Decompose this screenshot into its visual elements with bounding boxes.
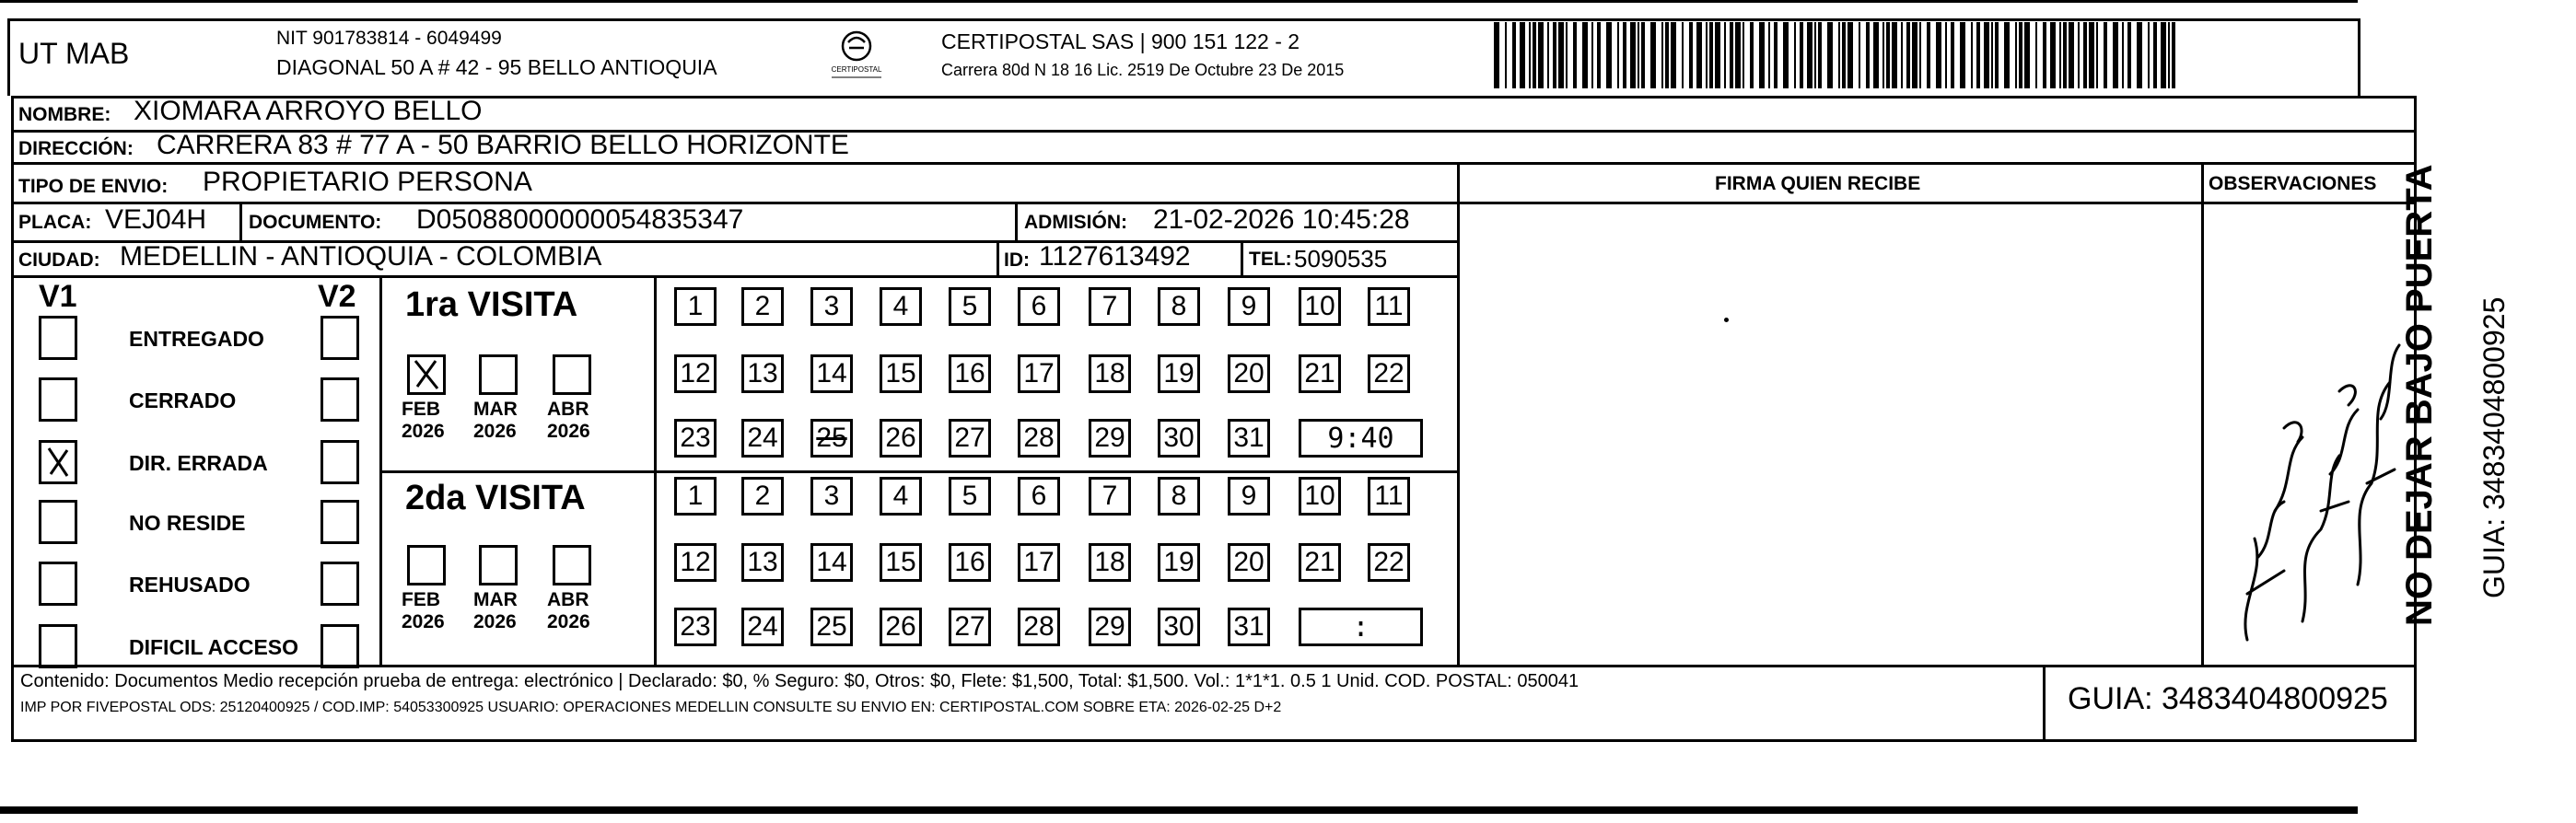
barcode-bar <box>2161 22 2166 88</box>
second-visit-day-box[interactable]: 6 <box>1018 477 1060 516</box>
status-label: ENTREGADO <box>129 327 264 351</box>
month-label: MAR <box>473 399 518 420</box>
barcode-bar <box>1505 22 1507 88</box>
barcode-bar <box>2089 22 2094 88</box>
first-visit-day-box[interactable]: 1 <box>674 287 717 326</box>
placa-label: PLACA: <box>18 212 92 233</box>
year-label: 2026 <box>402 421 445 442</box>
v2-checkbox[interactable] <box>321 562 359 606</box>
first-visit-title: 1ra VISITA <box>405 285 578 324</box>
v1-checkbox[interactable] <box>39 377 77 422</box>
year-label: 2026 <box>547 421 590 442</box>
barcode-bar <box>1582 22 1588 88</box>
second-visit-day-box[interactable]: 12 <box>674 543 717 582</box>
month-label: ABR <box>547 399 589 420</box>
id-value: 1127613492 <box>1039 241 1191 272</box>
visit-divider <box>382 470 1457 473</box>
barcode-bar <box>1538 22 1544 88</box>
barcode-bar <box>1566 22 1568 88</box>
tipo-envio-value: PROPIETARIO PERSONA <box>203 167 532 197</box>
second-visit-day-box[interactable]: 20 <box>1228 543 1270 582</box>
first-visit-day-box[interactable]: 18 <box>1089 354 1131 393</box>
second-visit-time-box[interactable]: : <box>1299 608 1423 646</box>
barcode-bar <box>1818 22 1822 88</box>
id-label: ID: <box>1004 249 1030 271</box>
year-label: 2026 <box>402 611 445 632</box>
sender-nit: NIT 901783814 - 6049499 <box>276 28 502 49</box>
barcode-bar <box>2113 22 2118 88</box>
second-visit-day-box[interactable]: 22 <box>1368 543 1410 582</box>
barcode-bar <box>1529 22 1531 88</box>
first-visit-day-box[interactable]: 21 <box>1299 354 1341 393</box>
second-visit-day-box[interactable]: 29 <box>1089 608 1131 646</box>
month-checkbox-mar[interactable] <box>479 354 518 395</box>
barcode-bar <box>1842 22 1846 88</box>
barcode-bar <box>1671 22 1676 88</box>
footer-print-info: IMP POR FIVEPOSTAL ODS: 25120400925 / COD.IMP: 54053300925 USUARIO: OPERACIONES MEDELLIN CONSULTE SU ENVIO EN: CERTIPOSTAL.COM SOBRE ETA: 2026-02-25 D+2 <box>20 700 1282 715</box>
barcode-bar <box>1783 22 1789 88</box>
first-visit-day-box[interactable]: 29 <box>1089 419 1131 458</box>
barcode-bar <box>1661 22 1663 88</box>
barcode-bar <box>1774 22 1778 88</box>
second-visit-day-box[interactable]: 15 <box>880 543 922 582</box>
barcode-bar <box>1984 22 1989 88</box>
company-license: Carrera 80d N 18 16 Lic. 2519 De Octubre 23 De 2015 <box>941 61 1345 79</box>
first-visit-day-box[interactable]: 5 <box>949 287 991 326</box>
barcode-bar <box>2127 22 2131 88</box>
first-visit-day-box[interactable]: 27 <box>949 419 991 458</box>
first-visit-day-box[interactable]: 20 <box>1228 354 1270 393</box>
v2-checkbox[interactable] <box>321 377 359 422</box>
footer-contents: Contenido: Documentos Medio recepción prueba de entrega: electrónico | Declarado: $0, % Seguro: $0, Otros: $0, Flete: $1,500, Total: $1,500. Vol.: 1*1*1. 0.5 1 Unid. COD. POSTAL: 050041 <box>20 671 1579 691</box>
footer-guia: GUIA: 3483404800925 <box>2068 681 2388 716</box>
second-visit-day-box[interactable]: 17 <box>1018 543 1060 582</box>
nombre-value: XIOMARA ARROYO BELLO <box>134 96 483 126</box>
second-visit-day-box[interactable]: 26 <box>880 608 922 646</box>
barcode-bar <box>1597 22 1601 88</box>
barcode-bar <box>1494 22 1499 88</box>
month-label: FEB <box>402 399 440 420</box>
v1-checkbox[interactable] <box>39 624 77 668</box>
first-visit-day-box[interactable]: 8 <box>1158 287 1200 326</box>
first-visit-day-box[interactable]: 15 <box>880 354 922 393</box>
second-visit-day-box[interactable]: 19 <box>1158 543 1200 582</box>
second-visit-day-box[interactable]: 13 <box>741 543 784 582</box>
second-visit-day-box[interactable]: 27 <box>949 608 991 646</box>
firma-col-left <box>1457 162 1460 665</box>
second-visit-title: 2da VISITA <box>405 479 586 517</box>
second-visit-day-box[interactable]: 1 <box>674 477 717 516</box>
second-visit-day-box[interactable]: 8 <box>1158 477 1200 516</box>
first-visit-day-box[interactable]: 31 <box>1228 419 1270 458</box>
v2-checkbox[interactable] <box>321 316 359 360</box>
v2-checkbox[interactable] <box>321 500 359 544</box>
barcode-bar <box>2122 22 2124 88</box>
barcode-bar <box>1847 22 1853 88</box>
status-label: NO RESIDE <box>129 511 246 535</box>
v1-checkbox[interactable] <box>39 562 77 606</box>
first-visit-day-box[interactable]: 19 <box>1158 354 1200 393</box>
barcode-bar <box>1759 22 1765 88</box>
second-visit-day-box[interactable]: 3 <box>810 477 853 516</box>
first-visit-day-box[interactable]: 22 <box>1368 354 1410 393</box>
barcode-bar <box>1873 22 1879 88</box>
month-label: FEB <box>402 589 440 610</box>
barcode-bar <box>1520 22 1525 88</box>
v1-checkbox[interactable] <box>39 500 77 544</box>
firma-dot <box>1724 318 1729 322</box>
second-visit-day-box[interactable]: 30 <box>1158 608 1200 646</box>
month-checkbox-feb[interactable] <box>407 354 446 395</box>
second-visit-day-box[interactable]: 24 <box>741 608 784 646</box>
first-visit-day-box[interactable]: 6 <box>1018 287 1060 326</box>
barcode-bar <box>1976 22 1980 88</box>
barcode-bar <box>1960 22 1965 88</box>
year-label: 2026 <box>547 611 590 632</box>
v1-checkbox[interactable] <box>39 316 77 360</box>
second-visit-day-box[interactable]: 23 <box>674 608 717 646</box>
barcode-bar <box>1800 22 1803 88</box>
first-visit-day-box[interactable]: 17 <box>1018 354 1060 393</box>
barcode-bar <box>1794 22 1796 88</box>
documento-label: DOCUMENTO: <box>249 212 382 233</box>
first-visit-day-box[interactable]: 4 <box>880 287 922 326</box>
barcode-bar <box>1971 22 1973 88</box>
second-visit-day-box[interactable]: 18 <box>1089 543 1131 582</box>
barcode-bar <box>2168 22 2170 88</box>
barcode-bar <box>2069 22 2074 88</box>
barcode-bar <box>2050 22 2056 88</box>
barcode-bar <box>1901 22 1903 88</box>
barcode-bar <box>1882 22 1884 88</box>
second-visit-day-box[interactable]: 21 <box>1299 543 1341 582</box>
year-label: 2026 <box>473 611 517 632</box>
footer-guia-divider <box>2043 665 2046 742</box>
barcode-bar <box>1995 22 1999 88</box>
admision-label: ADMISIÓN: <box>1024 212 1127 233</box>
certipostal-logo <box>815 29 898 83</box>
barcode-bar <box>1838 22 1840 88</box>
first-visit-day-box[interactable]: 30 <box>1158 419 1200 458</box>
barcode-bar <box>1689 22 1693 88</box>
direccion-label: DIRECCIÓN: <box>18 138 134 159</box>
barcode-bar <box>1768 22 1770 88</box>
first-visit-day-box[interactable]: 24 <box>741 419 784 458</box>
barcode-bar <box>2043 22 2046 88</box>
barcode-bar <box>1892 22 1897 88</box>
second-visit-day-box[interactable]: 28 <box>1018 608 1060 646</box>
barcode-bar <box>2063 22 2067 88</box>
barcode-bar <box>1927 22 1930 88</box>
sender-name: UT MAB <box>18 37 130 70</box>
barcode-bar <box>2153 22 2157 88</box>
first-visit-day-box[interactable]: 10 <box>1299 287 1341 326</box>
documento-value: D05088000000054835347 <box>416 204 744 235</box>
sender-address: DIAGONAL 50 A # 42 - 95 BELLO ANTIOQUIA <box>276 55 717 79</box>
barcode-bar <box>2172 22 2175 88</box>
barcode-bar <box>1591 22 1593 88</box>
side-guia: GUIA: 3483404800925 <box>2477 296 2511 598</box>
barcode-bar <box>1945 22 1947 88</box>
barcode-bar <box>1650 22 1656 88</box>
month-checkbox-feb[interactable] <box>407 545 446 585</box>
second-visit-day-box[interactable]: 4 <box>880 477 922 516</box>
barcode-bar <box>1706 22 1708 88</box>
barcode-bar <box>1512 22 1516 88</box>
second-visit-day-box[interactable]: 14 <box>810 543 853 582</box>
barcode-bar <box>1553 22 1556 88</box>
footer-divider <box>11 665 2417 667</box>
first-visit-day-box[interactable]: 9 <box>1228 287 1270 326</box>
month-label: ABR <box>547 589 589 610</box>
barcode-bar <box>1991 22 1993 88</box>
barcode-bar <box>1638 22 1639 88</box>
barcode-bar <box>2015 22 2017 88</box>
barcode-bar <box>1750 22 1754 88</box>
first-visit-day-box[interactable]: 2 <box>741 287 784 326</box>
barcode-bar <box>1630 22 1636 88</box>
barcode-bar <box>1547 22 1549 88</box>
barcode-bar <box>1807 22 1813 88</box>
bottom-rule <box>0 806 2358 814</box>
barcode-bar <box>1709 22 1713 88</box>
first-visit-day-box[interactable]: 7 <box>1089 287 1131 326</box>
first-visit-day-box[interactable]: 16 <box>949 354 991 393</box>
first-visit-day-box[interactable]: 3 <box>810 287 853 326</box>
barcode-bar <box>1951 22 1954 88</box>
barcode-bar <box>1859 22 1860 88</box>
first-visit-day-box[interactable]: 13 <box>741 354 784 393</box>
row-divider-5 <box>11 275 1457 278</box>
visit-months-right <box>654 275 657 665</box>
status-label: DIR. ERRADA <box>129 451 268 475</box>
ciudad-label: CIUDAD: <box>18 249 100 271</box>
side-warning: NO DEJAR BAJO PUERTA <box>2399 164 2440 626</box>
barcode-bar <box>1623 22 1626 88</box>
barcode-bar <box>1866 22 1870 88</box>
admision-divider <box>1015 202 1018 240</box>
v2-checkbox[interactable] <box>321 624 359 668</box>
barcode-bar <box>1533 22 1536 88</box>
barcode-bar <box>1665 22 1669 88</box>
second-visit-day-box[interactable]: 2 <box>741 477 784 516</box>
status-col-right <box>379 275 382 665</box>
tipo-envio-label: TIPO DE ENVIO: <box>18 176 169 197</box>
placa-value: VEJ04H <box>105 204 207 235</box>
v2-checkbox[interactable] <box>321 440 359 484</box>
second-visit-day-box[interactable]: 31 <box>1228 608 1270 646</box>
barcode-bar <box>1682 22 1684 88</box>
second-visit-day-box[interactable]: 5 <box>949 477 991 516</box>
nombre-label: NOMBRE: <box>18 104 111 125</box>
first-visit-day-box[interactable]: 26 <box>880 419 922 458</box>
barcode-bar <box>1814 22 1816 88</box>
barcode-bar <box>1735 22 1741 88</box>
second-visit-day-box[interactable]: 25 <box>810 608 853 646</box>
first-visit-time-box[interactable]: 9:40 <box>1299 419 1423 458</box>
barcode-bar <box>2024 22 2030 88</box>
second-visit-day-box[interactable]: 7 <box>1089 477 1131 516</box>
status-label: DIFICIL ACCESO <box>129 635 299 659</box>
barcode-bar <box>2078 22 2080 88</box>
tel-value: 5090535 <box>1294 245 1388 272</box>
logo-text: CERTIPOSTAL <box>831 65 882 74</box>
first-visit-day-box[interactable]: 23 <box>674 419 717 458</box>
month-checkbox-mar[interactable] <box>479 545 518 585</box>
barcode-bar <box>1827 22 1833 88</box>
barcode-bar <box>2059 22 2061 88</box>
barcode-bar <box>2096 22 2098 88</box>
firma-header: FIRMA QUIEN RECIBE <box>1715 173 1921 194</box>
barcode-bar <box>1641 22 1645 88</box>
barcode-bar <box>1715 22 1720 88</box>
status-label: REHUSADO <box>129 573 251 597</box>
first-visit-day-box[interactable]: 28 <box>1018 419 1060 458</box>
barcode-bar <box>1886 22 1890 88</box>
barcode-bar <box>1730 22 1733 88</box>
barcode-bar <box>2137 22 2142 88</box>
barcode-bar <box>1743 22 1744 88</box>
barcode-bar <box>1919 22 1921 88</box>
observaciones-header: OBSERVACIONES <box>2209 173 2377 194</box>
first-visit-day-box[interactable]: 14 <box>810 354 853 393</box>
v2-header: V2 <box>318 279 356 314</box>
admision-value: 21-02-2026 10:45:28 <box>1153 204 1410 235</box>
month-checkbox-abr[interactable] <box>553 545 591 585</box>
second-visit-day-box[interactable]: 10 <box>1299 477 1341 516</box>
barcode-bar <box>1573 22 1577 88</box>
barcode-bar <box>2019 22 2022 88</box>
id-divider <box>997 240 999 275</box>
barcode-bar <box>1617 22 1619 88</box>
firma-header-rule <box>1457 202 2417 204</box>
barcode-bar <box>1724 22 1726 88</box>
tel-divider <box>1241 240 1243 275</box>
second-visit-day-box[interactable]: 9 <box>1228 477 1270 516</box>
placa-divider <box>239 202 242 240</box>
direccion-value: CARRERA 83 # 77 A - 50 BARRIO BELLO HORIZONTE <box>157 130 849 160</box>
barcode-bar <box>1906 22 1910 88</box>
month-checkbox-abr[interactable] <box>553 354 591 395</box>
first-visit-day-box[interactable]: 12 <box>674 354 717 393</box>
barcode-bar <box>1912 22 1917 88</box>
first-visit-day-box[interactable]: 25 <box>810 419 853 458</box>
barcode-bar <box>2035 22 2037 88</box>
v1-header: V1 <box>39 279 77 314</box>
barcode-bar <box>1606 22 1612 88</box>
year-label: 2026 <box>473 421 517 442</box>
barcode-bar <box>2004 22 2010 88</box>
status-label: CERRADO <box>129 388 237 412</box>
row-divider-2 <box>11 162 2417 165</box>
ciudad-value: MEDELLIN - ANTIOQUIA - COLOMBIA <box>120 241 602 272</box>
second-visit-day-box[interactable]: 16 <box>949 543 991 582</box>
barcode-bar <box>1696 22 1702 88</box>
month-label: MAR <box>473 589 518 610</box>
barcode-bar <box>1936 22 1941 88</box>
tel-label: TEL: <box>1249 249 1292 270</box>
header-top-rule <box>0 0 2358 3</box>
v1-checkbox[interactable] <box>39 440 77 484</box>
company-name: CERTIPOSTAL SAS | 900 151 122 - 2 <box>941 29 1300 53</box>
barcode-bar <box>2104 22 2107 88</box>
second-visit-day-box[interactable]: 11 <box>1368 477 1410 516</box>
first-visit-day-box[interactable]: 11 <box>1368 287 1410 326</box>
barcode-bar <box>1558 22 1564 88</box>
obs-col-left <box>2201 162 2204 665</box>
barcode <box>1494 22 2185 88</box>
observation-handwriting <box>2210 207 2413 658</box>
barcode-bar <box>2148 22 2150 88</box>
barcode-bar <box>2083 22 2087 88</box>
